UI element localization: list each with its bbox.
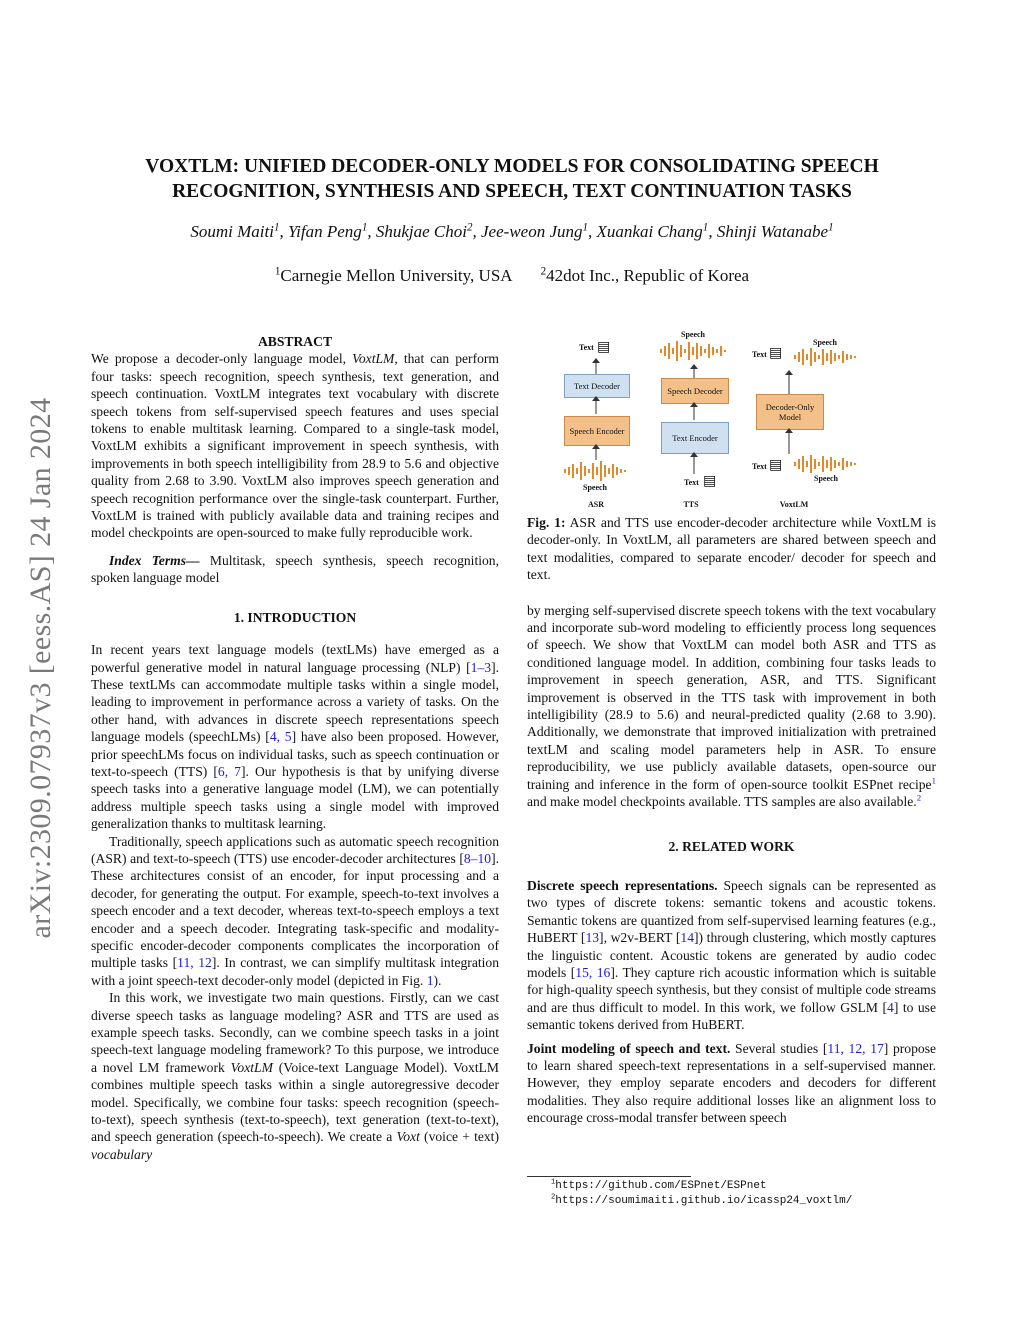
affiliation-number: 1 bbox=[274, 265, 281, 278]
voxtlm-input-speech-label: Speech bbox=[814, 474, 838, 483]
voxtlm-input-text-label: Text bbox=[752, 462, 767, 471]
abstract-heading: ABSTRACT bbox=[257, 334, 333, 349]
intro-paragraph-continued: by merging self-supervised discrete speech tokens with the text vocabulary and incorporate sub-word modeling to efficiently process long sequences of speech. We show that VoxtLM can model both ASR and TTS as conditioned language model. In addition, combining four tasks leads to improvement in speech generation, ASR, and TTS. Significant improvement is observed in the TTS task with improvement in both intelligibility (28.9 to 5.6) and neural-predicted quality (2.68 to 3.90). Additionally, we demonstrate that improved initialization with pretrained textLM and scaling model parameters help in ASR. To ensure reproducibility, we use publicly available datasets, open-source our training and inference in the form of open-source toolkit ESPnet recipe$^1$ and make model checkpoints available. TTS samples are also available.$^2$ bbox=[527, 602, 936, 810]
arrow-icon bbox=[785, 428, 793, 454]
figure-link[interactable]: 1 bbox=[426, 972, 434, 988]
speech-waveform-icon bbox=[793, 347, 863, 367]
intro-paragraph-1: In recent years text language models (textLMs) have emerged as a powerful generative model in natural language processing (NLP) [1–3]. These textLMs can accommodate multiple tasks within a single model, leading to improvement in performance across a variety of tasks. On the other hand, with advances in discrete speech representations speech language models (speechLMs) [4, 5] have also been proposed. However, prior speechLMs focus on individual tasks, such as speech continuation or text-to-speech (TTS) [6, 7]. Our hypothesis is that by unifying diverse speech tasks into a generative language model (LM), we can potentially address multiple speech tasks using a single model with improved generalization thanks to multitask learning. bbox=[91, 642, 500, 832]
speech-decoder-box: Speech Decoder bbox=[661, 378, 729, 404]
footnote-url[interactable]: https://github.com/ESPnet/ESPnet bbox=[555, 1180, 767, 1192]
speech-waveform-icon bbox=[563, 460, 629, 482]
figure-1-diagram bbox=[527, 326, 936, 514]
decoder-only-model-box: Decoder-Only Model bbox=[756, 394, 824, 430]
footnote-url[interactable]: https://soumimaiti.github.io/icassp24_voxtlm/ bbox=[555, 1195, 853, 1207]
tts-caption: TTS bbox=[683, 500, 699, 509]
voxtlm-output-speech-label: Speech bbox=[813, 338, 837, 347]
citation-link[interactable]: 1–3 bbox=[470, 659, 492, 675]
affiliation: 42dot Inc., Republic of Korea bbox=[546, 266, 750, 285]
document-icon: ▤ bbox=[769, 458, 783, 473]
arxiv-id: arXiv:2309.07937v3 [eess.AS] 24 Jan 2024 bbox=[24, 397, 57, 939]
arrow-icon bbox=[690, 402, 698, 420]
footnote-link[interactable]: 1 bbox=[931, 775, 936, 786]
author-list: Soumi Maiti$^1$, Yifan Peng$^1$, Shukjae Choi$^2$, Jee-weon Jung$^1$, Xuankai Chang$^1$, Shinji Watanabe$^1$ bbox=[190, 221, 834, 241]
index-terms: Index Terms— Multitask, speech synthesis, speech recognition, spoken language model bbox=[91, 552, 499, 586]
right-column bbox=[527, 514, 936, 1127]
author-affiliation-mark: 1 bbox=[273, 221, 280, 234]
footnote-1: $^1$https://github.com/ESPnet/ESPnet bbox=[551, 1178, 767, 1192]
author: Xuankai Chang bbox=[596, 222, 703, 241]
arxiv-sidebar-stamp bbox=[10, 348, 72, 988]
arrow-icon bbox=[785, 370, 793, 394]
author: Yifan Peng bbox=[287, 222, 362, 241]
abstract-text: We propose a decoder-only language model, VoxtLM, that can perform four tasks: speech recognition, speech synthesis, text generation, and speech continuation. VoxtLM integrates text vocabulary with discrete speech tokens from self-supervised speech features and uses special tokens to enable multitask learning. Compared to a single-task model, VoxtLM exhibits a significant improvement in speech synthesis, with improvements in both speech intelligibility from 28.9 to 5.6 and objective quality from 2.68 to 3.90. VoxtLM also improves speech generation and speech recognition performance over the single-task counterpart. Further, VoxtLM is trained with publicly available data and training recipes and model checkpoints are open-sourced to make fully reproducible work. bbox=[91, 351, 499, 541]
arrow-icon bbox=[690, 452, 698, 474]
affiliation-number: 2 bbox=[540, 265, 547, 278]
voxtlm-output-text-label: Text bbox=[752, 350, 767, 359]
citation-link[interactable]: 6, 7 bbox=[217, 763, 241, 779]
arrow-icon bbox=[690, 364, 698, 378]
related-work-heading: 2. RELATED WORK bbox=[668, 838, 795, 854]
intro-paragraph-3: In this work, we investigate two main questions. Firstly, can we cast diverse speech tasks as language modeling? ASR and TTS are used as example speech tasks. Secondly, can we combine speech tasks in a joint speech-text language modeling framework? To this purpose, we introduce a novel LM framework VoxtLM (Voice-text Language Model). VoxtLM combines multiple speech tasks within a single autoregressive decoder model. Specifically, we combine four tasks: speech recognition (speech-to-text), speech synthesis (text-to-speech), text generation (text-to-text), and speech generation (speech-to-speech). We create a Voxt (voice + text) vocabulary bbox=[91, 990, 499, 1162]
affiliation: Carnegie Mellon University, USA bbox=[280, 266, 513, 285]
citation-link[interactable]: 13 bbox=[585, 930, 600, 946]
citation-link[interactable]: 14 bbox=[680, 930, 694, 946]
speech-encoder-box: Speech Encoder bbox=[564, 416, 630, 446]
introduction-heading: 1. INTRODUCTION bbox=[233, 609, 357, 625]
voxtlm-caption: VoxtLM bbox=[779, 500, 809, 509]
author: Shukjae Choi bbox=[375, 222, 467, 241]
asr-output-label: Text bbox=[579, 343, 594, 352]
footnote-divider bbox=[527, 1176, 691, 1177]
related-paragraph-1: Discrete speech representations. Speech signals can be represented as two types of discrete tokens: semantic tokens and acoustic tokens. Semantic tokens are quantized from self-supervised learning features (e.g., HuBERT [13], w2v-BERT [14]) through clustering, which mostly captures the linguistic content. Acoustic tokens are generated by audio codec models [15, 16]. They capture rich acoustic information which is suitable for high-quality speech synthesis, but they consist of multiple code streams and are thus difficult to model. In this work, we follow GSLM [4] to use semantic tokens derived from HuBERT. bbox=[527, 877, 937, 1033]
citation-link[interactable]: 15, 16 bbox=[575, 964, 611, 980]
intro-paragraph-2: Traditionally, speech applications such as automatic speech recognition (ASR) and text-to-speech (TTS) use encoder-decoder architectures [8–10]. These architectures consist of an encoder, for input processing and a decoder, for generating the output. For example, speech-to-text involves a speech encoder and a text decoder, whereas text-to-speech employs a text encoder and a speech decoder. Integrating task-specific and modality-specific encoder-decoder components complicates the incorporation of multiple tasks [11, 12]. In contrast, we can simplify multitask integration with a joint speech-text decoder-only model (depicted in Fig. 1). bbox=[91, 833, 500, 988]
author-affiliation-mark: 1 bbox=[361, 221, 368, 234]
figure-1-caption: Fig. 1: ASR and TTS use encoder-decoder architecture while VoxtLM is decoder-only. In VoxtLM, all parameters are shared between speech and text modalities, compared to separate encoder/ decoder for speech and text. bbox=[527, 515, 937, 583]
citation-link[interactable]: 4 bbox=[887, 999, 894, 1015]
text-decoder-box: Text Decoder bbox=[564, 374, 630, 398]
arrow-icon bbox=[592, 444, 600, 460]
document-icon: ▤ bbox=[769, 346, 783, 361]
asr-caption: ASR bbox=[587, 500, 604, 509]
footnote-link[interactable]: 2 bbox=[916, 792, 922, 803]
author-affiliation-mark: 2 bbox=[466, 221, 473, 234]
citation-link[interactable]: 11, 12, 17 bbox=[827, 1040, 884, 1056]
footnote-2: $^2$https://soumimaiti.github.io/icassp24_voxtlm/ bbox=[551, 1193, 853, 1207]
tts-input-label: Text bbox=[684, 478, 699, 487]
left-column bbox=[91, 333, 499, 1163]
speech-waveform-icon bbox=[793, 454, 863, 474]
asr-input-label: Speech bbox=[583, 483, 607, 492]
related-paragraph-2: Joint modeling of speech and text. Several studies [11, 12, 17] propose to learn shared speech-text representations in a self-supervised manner. However, they employ separate encoders and decoders for different modalities. They also require additional losses like an alignment loss to encourage cross-modal transfer between speech bbox=[527, 1040, 937, 1126]
author: Jee-weon Jung bbox=[481, 222, 583, 241]
document-icon: ▤ bbox=[703, 474, 717, 489]
author-affiliation-mark: 1 bbox=[582, 221, 589, 234]
author-affiliation-mark: 1 bbox=[828, 221, 834, 234]
paper-title bbox=[100, 154, 924, 204]
citation-link[interactable]: 11, 12 bbox=[177, 955, 212, 971]
text-encoder-box: Text Encoder bbox=[661, 422, 729, 454]
author-affiliation-mark: 1 bbox=[702, 221, 709, 234]
speech-waveform-icon bbox=[659, 340, 729, 362]
author: Soumi Maiti bbox=[190, 222, 274, 241]
title-line-1: VOXTLM: UNIFIED DECODER-ONLY MODELS FOR CONSOLIDATING SPEECH bbox=[145, 156, 879, 177]
document-icon: ▤ bbox=[597, 340, 611, 355]
tts-output-label: Speech bbox=[681, 330, 705, 339]
arrow-icon bbox=[592, 396, 600, 414]
author: Shinji Watanabe bbox=[716, 222, 829, 241]
citation-link[interactable]: 4, 5 bbox=[269, 729, 292, 745]
title-line-2: RECOGNITION, SYNTHESIS AND SPEECH, TEXT CONTINUATION TASKS bbox=[172, 181, 852, 202]
affiliation-list bbox=[90, 266, 934, 286]
citation-link[interactable]: 8–10 bbox=[463, 850, 492, 866]
